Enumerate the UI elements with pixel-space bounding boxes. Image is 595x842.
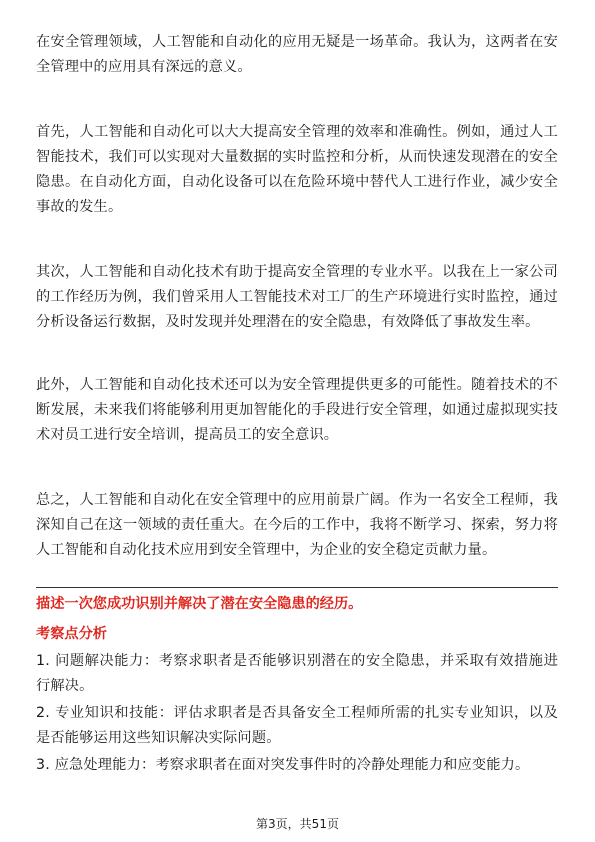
paragraph-conclusion: 总之，人工智能和自动化在安全管理中的应用前景广阔。作为一名安全工程师，我深知自己在这一领域的责任重大。在今后的工作中，我将不断学习、探索，努力将人工智能和自动化技术应用到安全管理中，为企业的安全稳定贡献力量。 bbox=[36, 492, 558, 558]
paragraph-first-point: 首先，人工智能和自动化可以大大提高安全管理的效率和准确性。例如，通过人工智能技术，我们可以实现对大量数据的实时监控和分析，从而快速发现潜在的安全隐患。在自动化方面，自动化设备可以在危险环境中替代人工进行作业，减少安全事故的发生。 bbox=[36, 124, 558, 215]
paragraph-second-point: 其次，人工智能和自动化技术有助于提高安全管理的专业水平。以我在上一家公司的工作经历为例，我们曾采用人工智能技术对工厂的生产环境进行实时监控，通过分析设备运行数据，及时发现并处理潜在的安全隐患，有效降低了事故发生率。 bbox=[36, 264, 558, 330]
page-number: 第3页，共51页 bbox=[256, 817, 339, 831]
analysis-title: 考察点分析 bbox=[36, 626, 107, 642]
analysis-point: 1. 问题解决能力：考察求职者是否能够识别潜在的安全隐患，并采取有效措施进行解决。 bbox=[36, 653, 558, 694]
analysis-points-list bbox=[36, 649, 558, 780]
paragraph-third-point: 此外，人工智能和自动化技术还可以为安全管理提供更多的可能性。随着技术的不断发展，未来我们将能够利用更加智能化的手段进行安全管理，如通过虚拟现实技术对员工进行安全培训，提高员工的安全意识。 bbox=[36, 377, 558, 443]
section-divider bbox=[36, 587, 558, 588]
analysis-point: 3. 应急处理能力：考察求职者在面对突发事件时的冷静处理能力和应变能力。 bbox=[36, 757, 530, 773]
analysis-point: 2. 专业知识和技能：评估求职者是否具备安全工程师所需的扎实专业知识，以及是否能够运用这些知识解决实际问题。 bbox=[36, 705, 558, 746]
paragraph-intro: 在安全管理领域，人工智能和自动化的应用无疑是一场革命。我认为，这两者在安全管理中的应用具有深远的意义。 bbox=[36, 34, 558, 75]
interview-question: 描述一次您成功识别并解决了潜在安全隐患的经历。 bbox=[36, 596, 363, 612]
